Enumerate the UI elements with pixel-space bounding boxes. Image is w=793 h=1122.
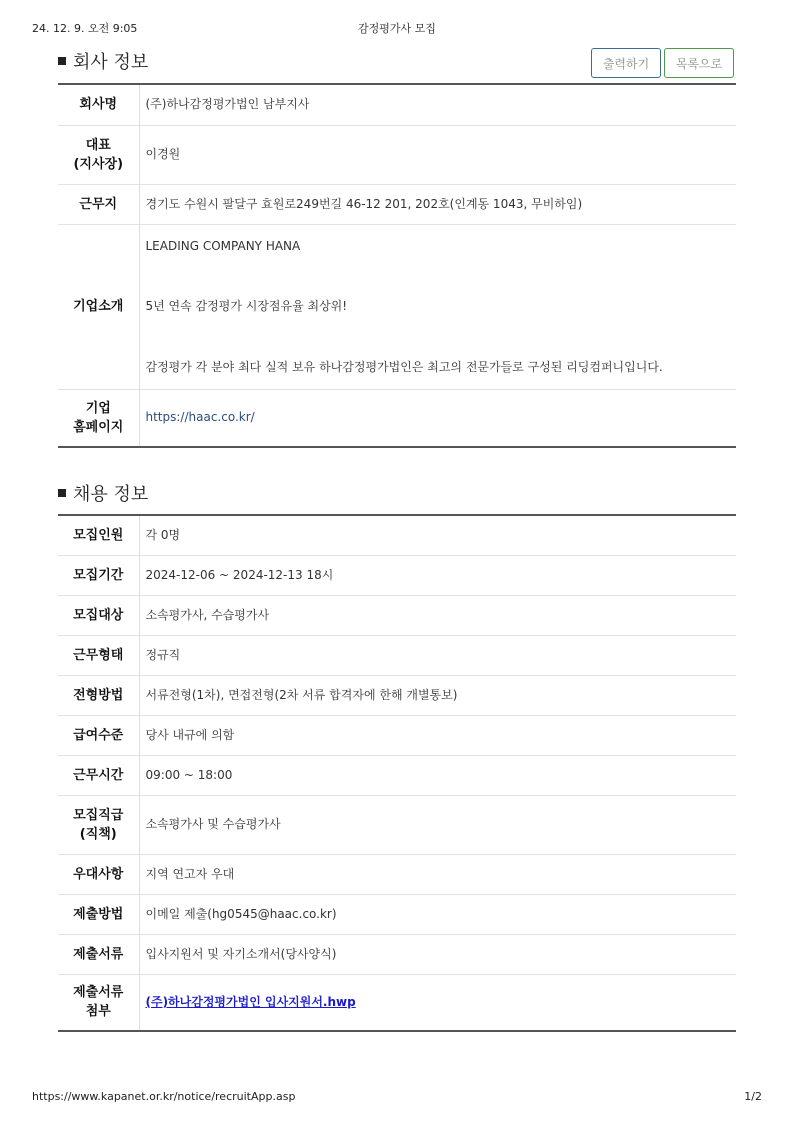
attachment-value bbox=[139, 974, 736, 1031]
table-row bbox=[58, 974, 736, 1031]
preference-label: 우대사항 bbox=[58, 854, 139, 894]
recruit-info-table bbox=[58, 514, 736, 1032]
headcount-label: 모집인원 bbox=[58, 515, 139, 555]
table-row bbox=[58, 854, 736, 894]
employment-label: 근무형태 bbox=[58, 635, 139, 675]
table-row bbox=[58, 389, 736, 447]
table-row bbox=[58, 184, 736, 224]
submit-method-label: 제출방법 bbox=[58, 894, 139, 934]
table-row bbox=[58, 515, 736, 555]
print-document-title: 감정평가사 모집 bbox=[358, 22, 436, 35]
table-row bbox=[58, 125, 736, 184]
recruit-section-title: 채용 정보 bbox=[58, 480, 148, 506]
table-row bbox=[58, 595, 736, 635]
table-row bbox=[58, 795, 736, 854]
attachment-download-link[interactable]: (주)하나감정평가법인 입사지원서.hwp bbox=[145, 994, 356, 1009]
target-label: 모집대상 bbox=[58, 595, 139, 635]
intro-line: 감정평가 각 분야 최다 실적 보유 하나감정평가법인은 최고의 전문가들로 구성된 리딩컴퍼니입니다. bbox=[145, 359, 663, 374]
print-footer bbox=[32, 1090, 762, 1106]
intro-line: LEADING COMPANY HANA bbox=[145, 238, 301, 253]
table-row bbox=[58, 934, 736, 974]
company-section-title: 회사 정보 bbox=[58, 48, 148, 74]
documents-label: 제출서류 bbox=[58, 934, 139, 974]
attachment-label: 제출서류 첨부 bbox=[58, 974, 139, 1031]
back-to-list-button[interactable]: 목록으로 bbox=[664, 48, 734, 78]
ceo-value: 이경원 bbox=[139, 125, 736, 184]
square-bullet-icon bbox=[58, 489, 66, 497]
salary-value: 당사 내규에 의함 bbox=[139, 715, 736, 755]
page-number: 1/2 bbox=[744, 1090, 762, 1103]
position-label: 모집직급 (직책) bbox=[58, 795, 139, 854]
ceo-label: 대표 (지사장) bbox=[58, 125, 139, 184]
print-button[interactable]: 출력하기 bbox=[591, 48, 661, 78]
table-row bbox=[58, 675, 736, 715]
period-value: 2024-12-06 ~ 2024-12-13 18시 bbox=[139, 555, 736, 595]
hours-value: 09:00 ~ 18:00 bbox=[139, 755, 736, 795]
hours-label: 근무시간 bbox=[58, 755, 139, 795]
target-value: 소속평가사, 수습평가사 bbox=[139, 595, 736, 635]
print-date: 24. 12. 9. 오전 9:05 bbox=[32, 22, 138, 35]
company-name-value: (주)하나감정평가법인 남부지사 bbox=[139, 84, 736, 125]
square-bullet-icon bbox=[58, 57, 66, 65]
headcount-value: 각 0명 bbox=[139, 515, 736, 555]
intro-label: 기업소개 bbox=[58, 224, 139, 389]
process-value: 서류전형(1차), 면접전형(2차 서류 합격자에 한해 개별통보) bbox=[139, 675, 736, 715]
intro-line: 5년 연속 감정평가 시장점유율 최상위! bbox=[145, 299, 348, 313]
position-value: 소속평가사 및 수습평가사 bbox=[139, 795, 736, 854]
location-value: 경기도 수원시 팔달구 효원로249번길 46-12 201, 202호(인계동 1043, 무비하임) bbox=[139, 184, 736, 224]
table-row bbox=[58, 224, 736, 389]
submit-method-value: 이메일 제출(hg0545@haac.co.kr) bbox=[139, 894, 736, 934]
table-row bbox=[58, 755, 736, 795]
table-row bbox=[58, 635, 736, 675]
table-row bbox=[58, 715, 736, 755]
intro-value bbox=[139, 224, 736, 389]
table-row bbox=[58, 84, 736, 125]
preference-value: 지역 연고자 우대 bbox=[139, 854, 736, 894]
salary-label: 급여수준 bbox=[58, 715, 139, 755]
page-url: https://www.kapanet.or.kr/notice/recruitApp.asp bbox=[32, 1090, 296, 1103]
employment-value: 정규직 bbox=[139, 635, 736, 675]
company-info-table bbox=[58, 83, 736, 448]
documents-value: 입사지원서 및 자기소개서(당사양식) bbox=[139, 934, 736, 974]
location-label: 근무지 bbox=[58, 184, 139, 224]
period-label: 모집기간 bbox=[58, 555, 139, 595]
homepage-label: 기업 홈페이지 bbox=[58, 389, 139, 447]
company-name-label: 회사명 bbox=[58, 84, 139, 125]
homepage-value bbox=[139, 389, 736, 447]
process-label: 전형방법 bbox=[58, 675, 139, 715]
homepage-link[interactable]: https://haac.co.kr/ bbox=[145, 410, 255, 425]
print-header bbox=[32, 20, 762, 36]
table-row bbox=[58, 555, 736, 595]
table-row bbox=[58, 894, 736, 934]
